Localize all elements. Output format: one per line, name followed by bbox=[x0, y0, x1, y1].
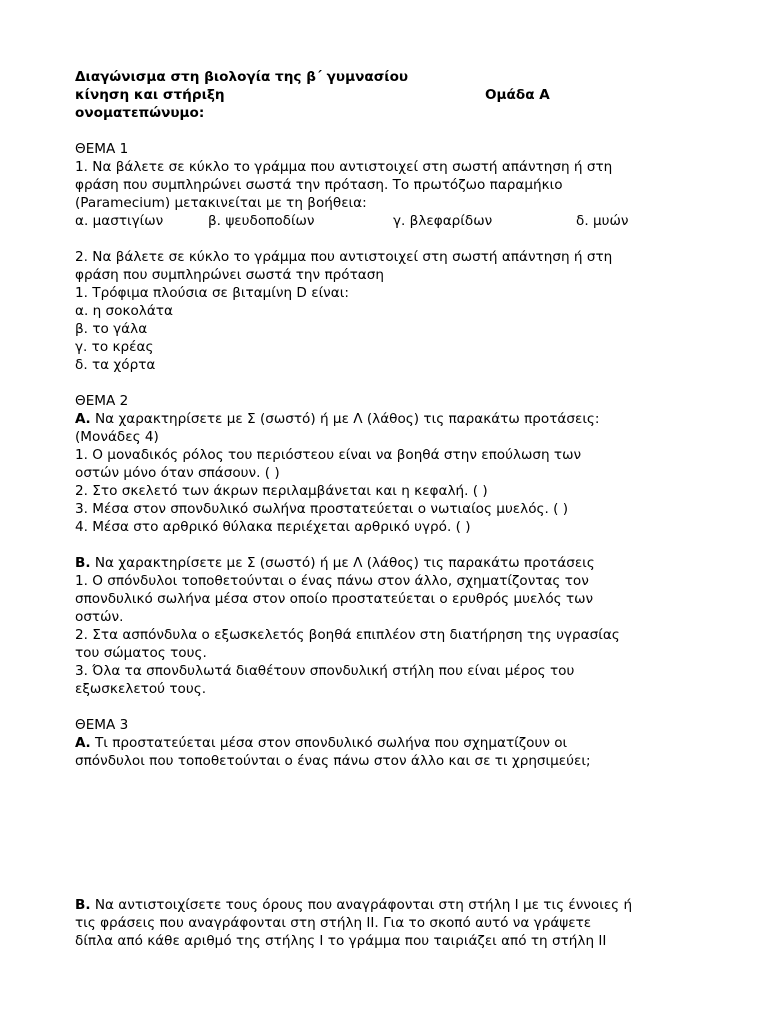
document-body bbox=[75, 68, 715, 950]
thema2-b-line: σπονδυλικό σωλήνα μέσα στον οποίο προστατεύεται ο ερυθρός μυελός των bbox=[75, 591, 594, 607]
thema2-b-line: του σώματος τους. bbox=[75, 645, 207, 661]
section-label: Β. bbox=[75, 555, 91, 571]
thema1-q2-line: φράση που συμπληρώνει σωστά την πρόταση bbox=[75, 267, 384, 283]
option-d[interactable]: δ. μυών bbox=[576, 213, 629, 229]
thema1-q1-options bbox=[75, 212, 715, 230]
option-b[interactable]: β. ψευδοποδίων bbox=[208, 213, 315, 229]
thema1-q1-line: φράση που συμπληρώνει σωστά την πρόταση. Το πρωτόζωο παραμήκιο bbox=[75, 177, 563, 193]
thema2-a-line: 4. Μέσα στο αρθρικό θύλακα περιέχεται αρθρικό υγρό. ( ) bbox=[75, 519, 471, 535]
thema2-a-line: 1. Ο μοναδικός ρόλος του περιόστεου είναι να βοηθά στην επούλωση των bbox=[75, 447, 582, 463]
exam-title: Διαγώνισμα στη βιολογία της β΄ γυμνασίου bbox=[75, 69, 409, 85]
section-label: Β. bbox=[75, 897, 91, 913]
thema2-b-line: 3. Όλα τα σπονδυλωτά διαθέτουν σπονδυλική στήλη που είναι μέρος του bbox=[75, 663, 575, 679]
thema3-a-line: σπόνδυλοι που τοποθετούνται ο ένας πάνω στον άλλο και σε τι χρησιμεύει; bbox=[75, 753, 591, 769]
group-label: Ομάδα Α bbox=[485, 87, 550, 103]
thema2-a-intro bbox=[75, 410, 715, 428]
thema1-q2-option[interactable]: α. η σοκολάτα bbox=[75, 303, 173, 319]
thema2-b-line: 2. Στα ασπόνδυλα ο εξωσκελετός βοηθά επιπλέον στη διατήρηση της υγρασίας bbox=[75, 627, 620, 643]
exam-subtitle-row bbox=[75, 86, 715, 104]
thema3-a-intro bbox=[75, 734, 715, 752]
thema1-q2-option[interactable]: δ. τα χόρτα bbox=[75, 357, 156, 373]
section-label: Α. bbox=[75, 735, 91, 751]
thema1-q2-line: 1. Τρόφιμα πλούσια σε βιταμίνη D είναι: bbox=[75, 285, 349, 301]
answer-space[interactable] bbox=[75, 770, 715, 896]
thema2-heading: ΘΕΜΑ 2 bbox=[75, 393, 129, 409]
thema1-q1-line: 1. Να βάλετε σε κύκλο το γράμμα που αντιστοιχεί στη σωστή απάντηση ή στη bbox=[75, 159, 613, 175]
thema2-b-intro bbox=[75, 554, 715, 572]
thema2-a-line: 3. Μέσα στον σπονδυλικό σωλήνα προστατεύεται ο νωτιαίος μυελός. ( ) bbox=[75, 501, 569, 517]
thema2-b-text: Να χαρακτηρίσετε με Σ (σωστό) ή με Λ (λάθος) τις παρακάτω προτάσεις bbox=[90, 555, 595, 571]
thema2-a-line: οστών μόνο όταν σπάσουν. ( ) bbox=[75, 465, 280, 481]
option-c[interactable]: γ. βλεφαρίδων bbox=[393, 213, 493, 229]
thema3-a-text: Τι προστατεύεται μέσα στον σπονδυλικό σωλήνα που σχηματίζουν οι bbox=[90, 735, 568, 751]
thema1-q2-line: 2. Να βάλετε σε κύκλο το γράμμα που αντιστοιχεί στη σωστή απάντηση ή στη bbox=[75, 249, 613, 265]
option-a[interactable]: α. μαστιγίων bbox=[75, 213, 164, 229]
thema3-b-line: δίπλα από κάθε αριθμό της στήλης Ι το γράμμα που ταιριάζει από τη στήλη ΙΙ bbox=[75, 933, 607, 949]
name-label: ονοματεπώνυμο: bbox=[75, 105, 205, 121]
thema2-a-line: 2. Στο σκελετό των άκρων περιλαμβάνεται και η κεφαλή. ( ) bbox=[75, 483, 488, 499]
thema1-q2-option[interactable]: γ. το κρέας bbox=[75, 339, 154, 355]
thema3-b-line: τις φράσεις που αναγράφονται στη στήλη ΙΙ. Για το σκοπό αυτό να γράψετε bbox=[75, 915, 592, 931]
thema1-q2-option[interactable]: β. το γάλα bbox=[75, 321, 148, 337]
thema3-b-text: Να αντιστοιχίσετε τους όρους που αναγράφονται στη στήλη Ι με τις έννοιες ή bbox=[90, 897, 633, 913]
thema1-heading: ΘΕΜΑ 1 bbox=[75, 141, 129, 157]
thema2-a-line: (Μονάδες 4) bbox=[75, 429, 159, 445]
thema2-b-line: 1. Ο σπόνδυλοι τοποθετούνται ο ένας πάνω στον άλλο, σχηματίζοντας τον bbox=[75, 573, 589, 589]
thema2-b-line: οστών. bbox=[75, 609, 124, 625]
exam-subtitle: κίνηση και στήριξη bbox=[75, 87, 225, 103]
section-label: Α. bbox=[75, 411, 91, 427]
thema3-heading: ΘΕΜΑ 3 bbox=[75, 717, 129, 733]
thema3-b-intro bbox=[75, 896, 715, 914]
thema2-a-text: Να χαρακτηρίσετε με Σ (σωστό) ή με Λ (λάθος) τις παρακάτω προτάσεις: bbox=[90, 411, 600, 427]
thema2-b-line: εξωσκελετού τους. bbox=[75, 681, 207, 697]
thema1-q1-line: (Paramecium) μετακινείται με τη βοήθεια: bbox=[75, 195, 367, 211]
